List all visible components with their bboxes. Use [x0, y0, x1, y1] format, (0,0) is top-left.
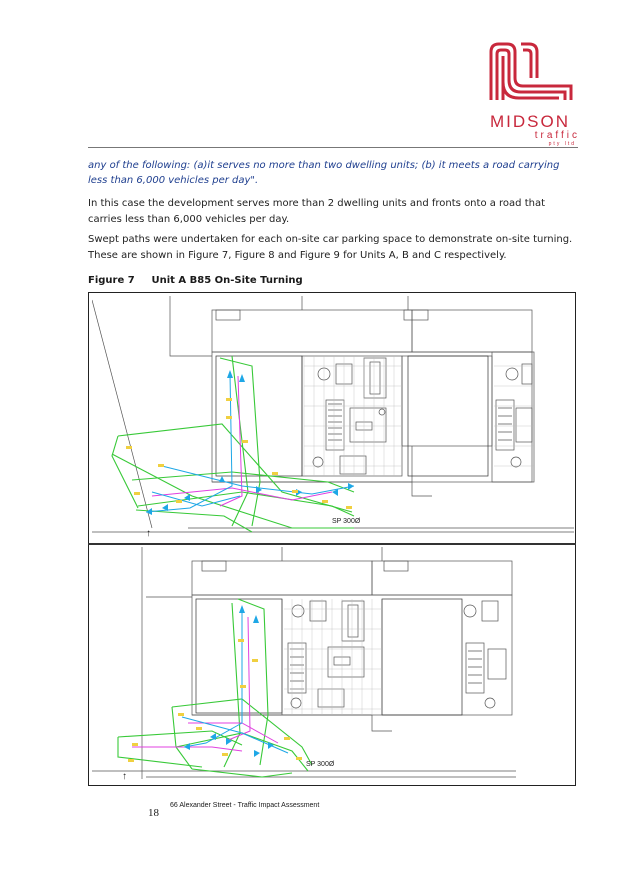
figure-panel-divider [88, 543, 576, 545]
figure-caption [88, 275, 303, 286]
figure-number: Figure 7 [88, 275, 135, 286]
north-arrow-1: ↑ [146, 528, 151, 539]
quoted-text: any of the following: (a)it serves no more than two dwelling units; (b) it meets a road carrying less than 6,000 vehicles per day". [88, 160, 560, 186]
page-number: 18 [148, 807, 159, 819]
logo-wordmark: MIDSON [490, 112, 570, 131]
logo-subtitle: traffic [534, 130, 580, 141]
figure-title: Unit A B85 On-Site Turning [151, 275, 303, 286]
sp-label-2: SP 300Ø [306, 761, 335, 768]
sp-label-1: SP 300Ø [332, 518, 361, 525]
swept-path-plan-1 [92, 296, 574, 540]
paragraph-dwelling-units: In this case the development serves more than 2 dwelling units and fronts onto a road that carries less than 6,000 vehicles per day. [88, 198, 546, 225]
north-arrow-2: ↑ [122, 771, 127, 782]
footer-document-title: 66 Alexander Street - Traffic Impact Assessment [170, 802, 320, 809]
logo-company-suffix: pty ltd [548, 141, 576, 147]
swept-path-plan-2 [92, 547, 574, 783]
paragraph-swept-paths: Swept paths were undertaken for each on-site car parking space to demonstrate on-site turning. These are shown in Figure 7, Figure 8 and Figure 9 for Units A, B and C respectively. [88, 234, 573, 261]
header-divider [88, 147, 578, 148]
